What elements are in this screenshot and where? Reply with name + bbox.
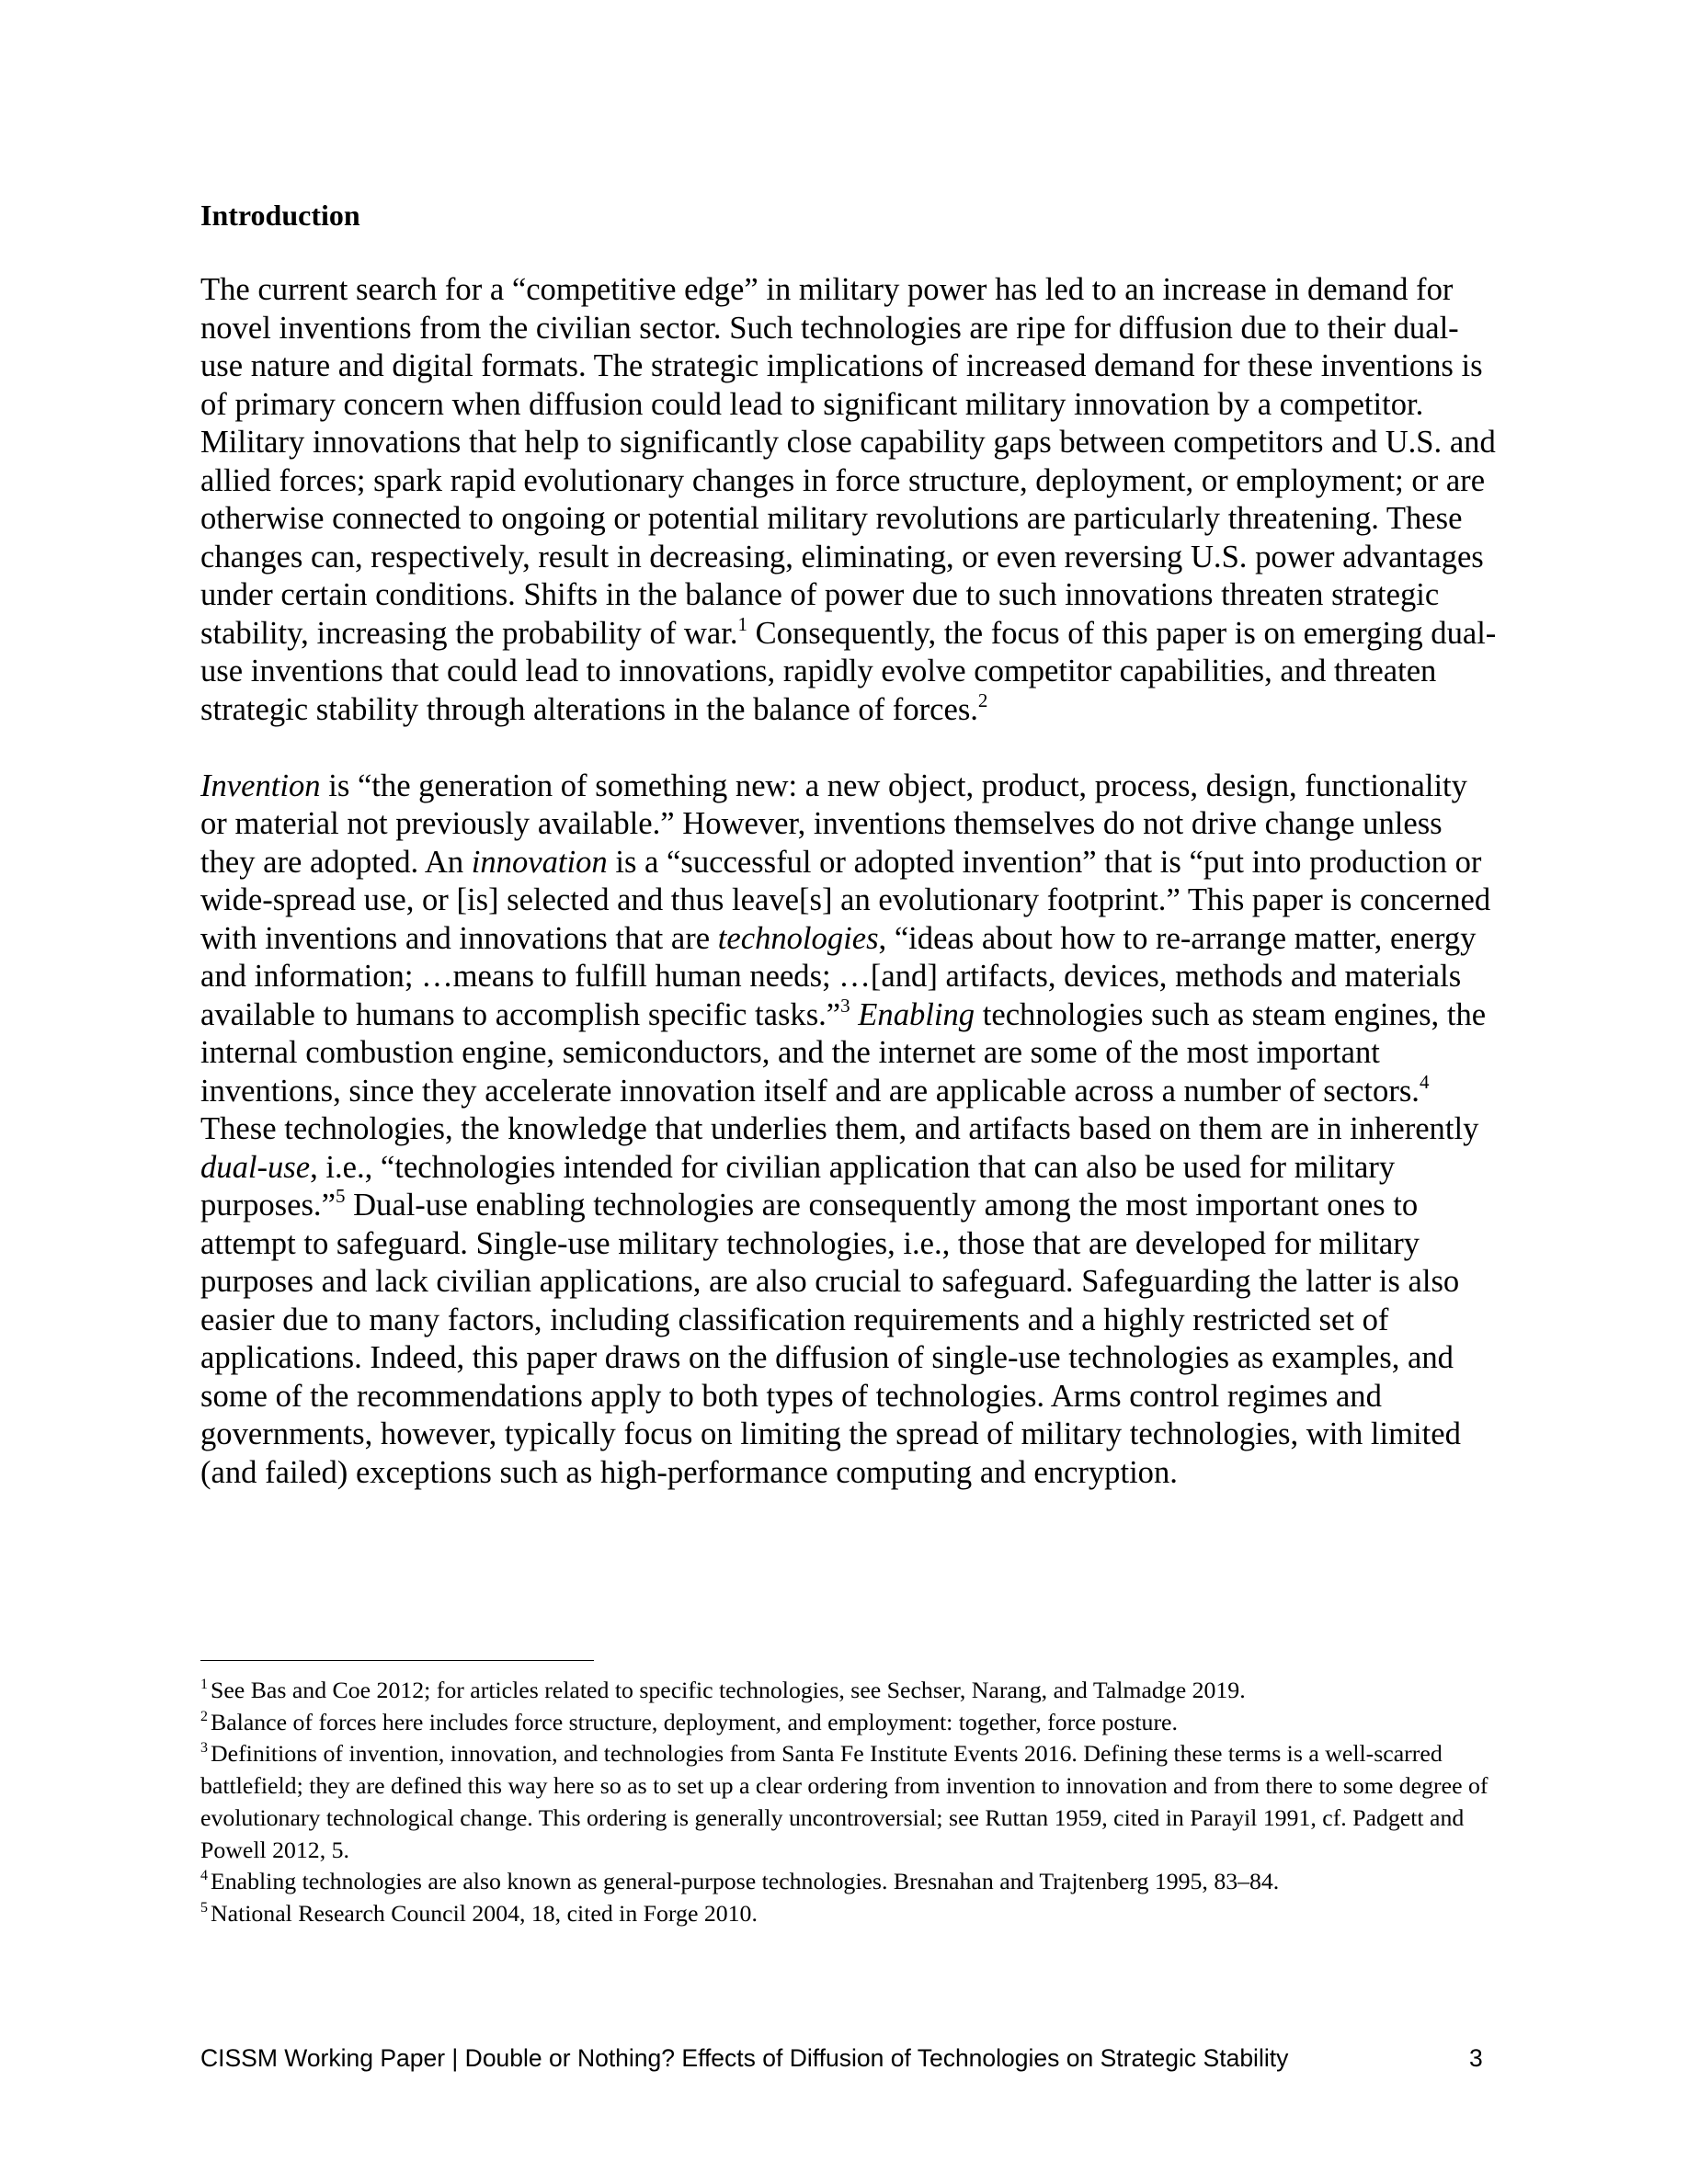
- footnote-separator: [200, 1660, 594, 1661]
- footnote-ref-1[interactable]: 1: [737, 612, 747, 635]
- footnote-ref-5[interactable]: 5: [335, 1185, 346, 1207]
- footnote-number: 5: [200, 1899, 208, 1916]
- footnote-4: [200, 1866, 1497, 1898]
- footnote-text: Definitions of invention, innovation, and technologies from Santa Fe Institute Events 2016. Defining these terms is a well-scarred battlefield; they are defined this way here so as to set up a clear ordering from invention to innovation and from there to some degree of evolutionary technological change. This ordering is generally uncontroversial; see Ruttan 1959, cited in Parayil 1991, cf. Padgett and Powell 2012, 5.: [200, 1740, 1488, 1863]
- section-heading: Introduction: [200, 199, 360, 232]
- footnote-ref-3[interactable]: 3: [840, 994, 850, 1017]
- paragraph-2-text-f: , i.e., “technologies intended for civilian application that can also be used for military purposes.”: [200, 1149, 1396, 1223]
- paragraph-2-text-b: is a “successful or adopted invention” that is “put into production or wide-spread use, or [is] selected and thus leave[s] an evolutionary footprint.” This paper is concerned with inventions and innovations that are: [200, 844, 1491, 956]
- paragraph-2: [200, 768, 1497, 1493]
- footnote-text: Enabling technologies are also known as general-purpose technologies. Bresnahan and Trajtenberg 1995, 83–84.: [211, 1868, 1280, 1895]
- footnote-3: [200, 1738, 1497, 1866]
- footnote-number: 4: [200, 1868, 208, 1884]
- paragraph-2-text-a: is “the generation of something new: a new object, product, process, design, functionality or material not previously available.” However, inventions themselves do not drive change unless they are adopted. An: [200, 768, 1467, 880]
- paragraph-1: [200, 271, 1497, 729]
- paragraph-1-text-a: The current search for a “competitive edge” in military power has led to an increase in demand for novel inventions from the civilian sector. Such technologies are ripe for diffusion due to their dual-use nature and digital formats. The strategic implications of increased demand for these inventions is of primary concern when diffusion could lead to significant military innovation by a competitor. Military innovations that help to significantly close capability gaps between competitors and U.S. and allied forces; spark rapid evolutionary changes in force structure, deployment, or employment; or are otherwise connected to ongoing or potential military revolutions are particularly threatening. These changes can, respectively, result in decreasing, eliminating, or even reversing U.S. power advantages under certain conditions. Shifts in the balance of power due to such innovations threaten strategic stability, increasing the probability of war.: [200, 272, 1496, 651]
- footnote-ref-2[interactable]: 2: [977, 688, 988, 711]
- footnotes: [200, 1675, 1497, 1930]
- term-dual-use: dual-use: [200, 1149, 311, 1185]
- footnote-1: [200, 1675, 1497, 1707]
- footer-title: CISSM Working Paper | Double or Nothing? Effects of Diffusion of Technologies on Strategic Stability: [200, 2044, 1289, 2072]
- page-number: 3: [1469, 2044, 1483, 2072]
- term-technologies: technologies: [717, 920, 879, 956]
- footnote-text: See Bas and Coe 2012; for articles related to specific technologies, see Sechser, Narang, and Talmadge 2019.: [211, 1677, 1246, 1703]
- footnote-number: 1: [200, 1677, 208, 1692]
- paragraph-2-text-d: technologies such as steam engines, the internal combustion engine, semiconductors, and the internet are some of the most important inventions, since they accelerate innovation itself and are applicable across a number of sectors.: [200, 996, 1487, 1109]
- footnote-text: Balance of forces here includes force structure, deployment, and employment: together, force posture.: [211, 1708, 1178, 1735]
- term-enabling: Enabling: [850, 996, 975, 1032]
- term-invention: Invention: [200, 768, 321, 803]
- term-innovation: innovation: [471, 844, 608, 880]
- footnote-2: [200, 1707, 1497, 1739]
- footnote-text: National Research Council 2004, 18, cited in Forge 2010.: [211, 1899, 758, 1927]
- footnote-ref-4[interactable]: 4: [1419, 1070, 1430, 1093]
- paragraph-1-text-b: Consequently, the focus of this paper is on emerging dual-use inventions that could lead to innovations, rapidly evolve competitor capabilities, and threaten strategic stability through alterations in the balance of forces.: [200, 615, 1497, 727]
- footnote-5: [200, 1898, 1497, 1930]
- page-footer: [200, 2042, 1488, 2074]
- footnote-number: 3: [200, 1740, 208, 1757]
- paragraph-2-text-c: , “ideas about how to re-arrange matter, energy and information; …means to fulfill human needs; …[and] artifacts, devices, methods and materials available to humans to accomplish specific tasks.”: [200, 920, 1477, 1032]
- main-content: [200, 197, 1497, 1530]
- paragraph-2-text-e: These technologies, the knowledge that underlies them, and artifacts based on them are in inherently: [200, 1111, 1479, 1146]
- paragraph-2-text-g: Dual-use enabling technologies are consequently among the most important ones to attempt to safeguard. Single-use military technologies, i.e., those that are developed for military purposes and lack civilian applications, are also crucial to safeguard. Safeguarding the latter is also easier due to many factors, including classification requirements and a highly restricted set of applications. Indeed, this paper draws on the diffusion of single-use technologies as examples, and some of the recommendations apply to both types of technologies. Arms control regimes and governments, however, typically focus on limiting the spread of military technologies, with limited (and failed) exceptions such as high-performance computing and encryption.: [200, 1188, 1461, 1490]
- footnote-number: 2: [200, 1708, 208, 1724]
